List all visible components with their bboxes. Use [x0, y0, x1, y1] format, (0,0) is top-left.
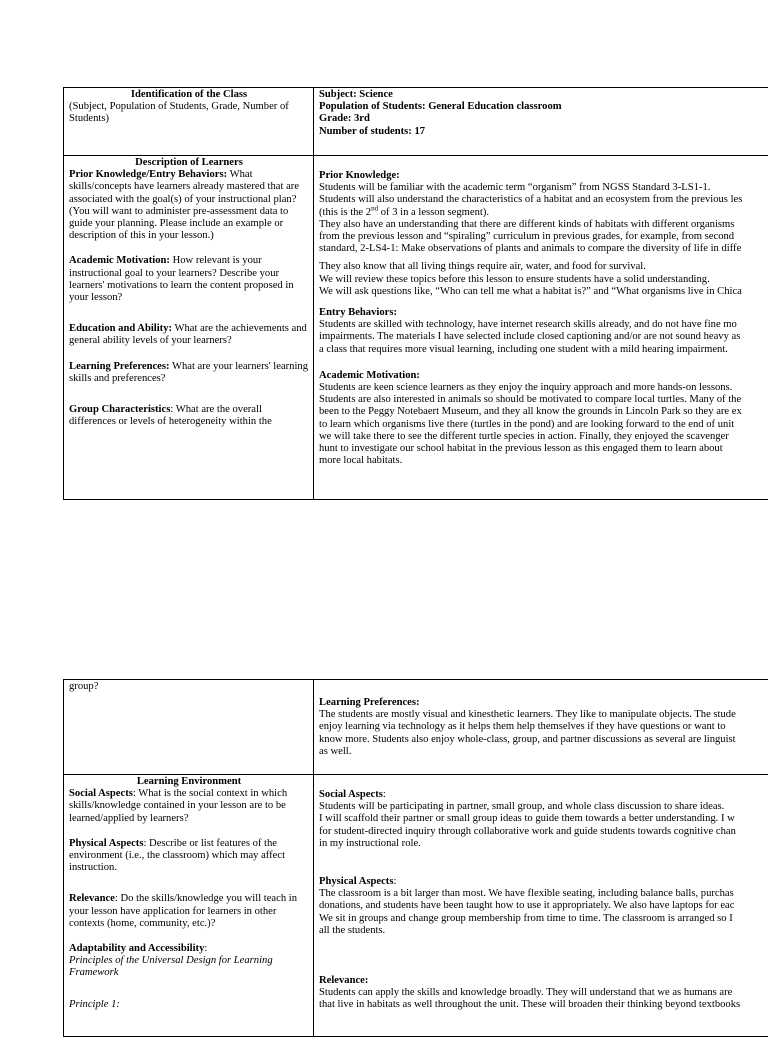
physical-line: donations, and students have been taught how to use it appropriately. We also have laptops for eac	[319, 900, 768, 912]
physical-heading-line	[319, 876, 768, 888]
description-heading: Description of Learners	[69, 157, 309, 169]
grade-line: Grade: 3rd	[319, 113, 768, 125]
environment-heading: Learning Environment	[69, 776, 309, 788]
entry-line: a class that requires more visual learning, including one student with a mild hearing impairment.	[319, 344, 768, 356]
prior-prompt-label: Prior Knowledge/Entry Behaviors:	[69, 169, 227, 180]
motivation-line: more local habitats.	[319, 455, 768, 467]
relevance-prompt	[69, 893, 309, 930]
prior-line: standard, 2-LS4-1: Make observations of plants and animals to compare the diversity of life in diffe	[319, 243, 768, 255]
education-prompt-label: Education and Ability:	[69, 323, 172, 334]
segment-line	[319, 207, 768, 219]
motivation-line: been to the Peggy Notebaert Museum, and they all know the grounds in Lincoln Park so they are ex	[319, 406, 768, 418]
identification-text: (Subject, Population of Students, Grade, Number of Students)	[69, 101, 309, 125]
identification-answer-cell	[314, 88, 768, 156]
group-continuation: group?	[69, 681, 309, 693]
preferences-prompt-text: What are your learners' learning skills and preferences?	[69, 361, 308, 384]
education-prompt	[69, 323, 309, 347]
group-prompt-label: Group Characteristics	[69, 404, 170, 415]
social-line: I will scaffold their partner or small group ideas to guide them towards a better understanding. I w	[319, 813, 768, 825]
prior-line: They also have an understanding that there are different kinds of habitats with different organisms	[319, 219, 768, 231]
learner-description-table	[63, 87, 768, 500]
motivation-prompt-text: How relevant is your instructional goal to your learners? Describe your learners' motivations to learn the content proposed in your lesson?	[69, 255, 294, 303]
motivation-line: Students are keen science learners as they enjoy the inquiry approach and more hands-on lessons.	[319, 382, 768, 394]
social-line: for student-directed inquiry through collaborative work and guide students towards cognitive chan	[319, 826, 768, 838]
environment-prompt-cell	[64, 775, 314, 1037]
segment-sup: nd	[371, 204, 378, 212]
motivation-line: to learn which organisms live there (turtles in the pond) and are looking forward to the end of unit	[319, 419, 768, 431]
prior-heading: Prior Knowledge:	[319, 170, 768, 182]
social-prompt-text: : What is the social context in which skills/knowledge contained in your lesson are to be learned/applied by learners?	[69, 788, 287, 823]
prior-line: from the previous lesson and “spiraling” curriculum in previous grades, for example, from second	[319, 231, 768, 243]
physical-prompt-label: Physical Aspects	[69, 838, 143, 849]
relevance-prompt-label: Relevance	[69, 893, 115, 904]
adapt-prompt	[69, 943, 309, 955]
physical-line: We sit in groups and change group membership from time to time. The classroom is arranged so I	[319, 913, 768, 925]
prior-line: We will review these topics before this lesson to ensure students have a solid understanding.	[319, 274, 768, 286]
physical-colon: :	[393, 876, 396, 887]
adapt-prompt-label: Adaptability and Accessibility	[69, 943, 204, 954]
motivation-heading: Academic Motivation:	[319, 370, 768, 382]
description-answer-cell	[314, 156, 768, 500]
continuation-row	[64, 680, 768, 775]
preferences-line: know more. Students also enjoy whole-class, group, and partner discussions as several are linguist	[319, 734, 768, 746]
prior-prompt	[69, 169, 309, 242]
group-prompt	[69, 404, 309, 428]
segment-post: of 3 in a lesson segment).	[378, 207, 489, 218]
preferences-prompt-label: Learning Preferences:	[69, 361, 170, 372]
physical-prompt-text: : Describe or list features of the environment (i.e., the classroom) which may affect instruction.	[69, 838, 285, 873]
physical-heading: Physical Aspects	[319, 876, 393, 887]
entry-line: impairments. The materials I have selected include closed captioning and/or are not sound heavy as	[319, 331, 768, 343]
social-prompt-label: Social Aspects	[69, 788, 133, 799]
physical-prompt	[69, 838, 309, 875]
preferences-line: The students are mostly visual and kinesthetic learners. They like to manipulate objects. The stude	[319, 709, 768, 721]
description-prompt-cell	[64, 156, 314, 500]
prior-line: We will ask questions like, “Who can tell me what a habitat is?” and “What organisms live in Chica	[319, 286, 768, 298]
udl-framework: Principles of the Universal Design for Learning Framework	[69, 955, 309, 979]
physical-line: The classroom is a bit larger than most. We have flexible seating, including balance balls, purchas	[319, 888, 768, 900]
environment-row	[64, 775, 768, 1037]
entry-line: Students are skilled with technology, have internet research skills already, and do not have fine mo	[319, 319, 768, 331]
motivation-prompt	[69, 255, 309, 304]
population-line: Population of Students: General Education classroom	[319, 101, 768, 113]
prior-line: Students will also understand the characteristics of a habitat and an ecosystem from the previous les	[319, 194, 768, 206]
motivation-line: we will take there to see the different turtle species in action. Finally, they enjoyed the scavenger	[319, 431, 768, 443]
prior-line: Students will be familiar with the academic term “organism” from NGSS Standard 3-LS1-1.	[319, 182, 768, 194]
identification-heading: Identification of the Class	[69, 89, 309, 101]
number-of-students-line: Number of students: 17	[319, 126, 768, 138]
preferences-line: as well.	[319, 746, 768, 758]
social-colon: :	[383, 789, 386, 800]
principle-1: Principle 1:	[69, 999, 309, 1011]
entry-heading: Entry Behaviors:	[319, 307, 768, 319]
preferences-line: enjoy learning via technology as it helps them help themselves if they have questions or want to	[319, 721, 768, 733]
adapt-prompt-colon: :	[204, 943, 207, 954]
social-prompt	[69, 788, 309, 825]
environment-answer-cell	[314, 775, 768, 1037]
relevance-heading: Relevance:	[319, 975, 768, 987]
prior-prompt-text: What skills/concepts have learners already mastered that are associated with the goal(s) of your instructional plan? (You will want to administer pre-assessment data to guide your planning. Please include an example or description of this in your lesson.)	[69, 169, 299, 241]
group-prompt-text: : What are the overall differences or levels of heterogeneity within the	[69, 404, 272, 427]
motivation-prompt-label: Academic Motivation:	[69, 255, 170, 266]
continuation-prompt-cell	[64, 680, 314, 775]
preferences-answer-cell	[314, 680, 768, 775]
identification-row	[64, 88, 768, 156]
social-line: in my instructional role.	[319, 838, 768, 850]
prior-line: They also know that all living things require air, water, and food for survival.	[319, 261, 768, 273]
social-heading-line	[319, 789, 768, 801]
learning-environment-table	[63, 679, 768, 1037]
preferences-prompt	[69, 361, 309, 385]
subject-line: Subject: Science	[319, 89, 768, 101]
identification-prompt-cell	[64, 88, 314, 156]
description-row	[64, 156, 768, 500]
relevance-prompt-text: : Do the skills/knowledge you will teach in your lesson have application for learners in other contexts (home, community, etc.)?	[69, 893, 297, 928]
relevance-line: that live in habitats as well throughout the unit. These will broaden their thinking beyond textbooks	[319, 999, 768, 1011]
motivation-line: Students are also interested in animals so should be motivated to compare local turtles. Many of the	[319, 394, 768, 406]
segment-pre: (this is the 2	[319, 207, 371, 218]
preferences-heading: Learning Preferences:	[319, 697, 768, 709]
relevance-line: Students can apply the skills and knowledge broadly. They will understand that we as humans are	[319, 987, 768, 999]
social-line: Students will be participating in partner, small group, and whole class discussion to share ideas.	[319, 801, 768, 813]
physical-line: all the students.	[319, 925, 768, 937]
social-heading: Social Aspects	[319, 789, 383, 800]
motivation-line: hunt to investigate our school habitat in the previous lesson as this engaged them to learn about	[319, 443, 768, 455]
education-prompt-text: What are the achievements and general ability levels of your learners?	[69, 323, 307, 346]
